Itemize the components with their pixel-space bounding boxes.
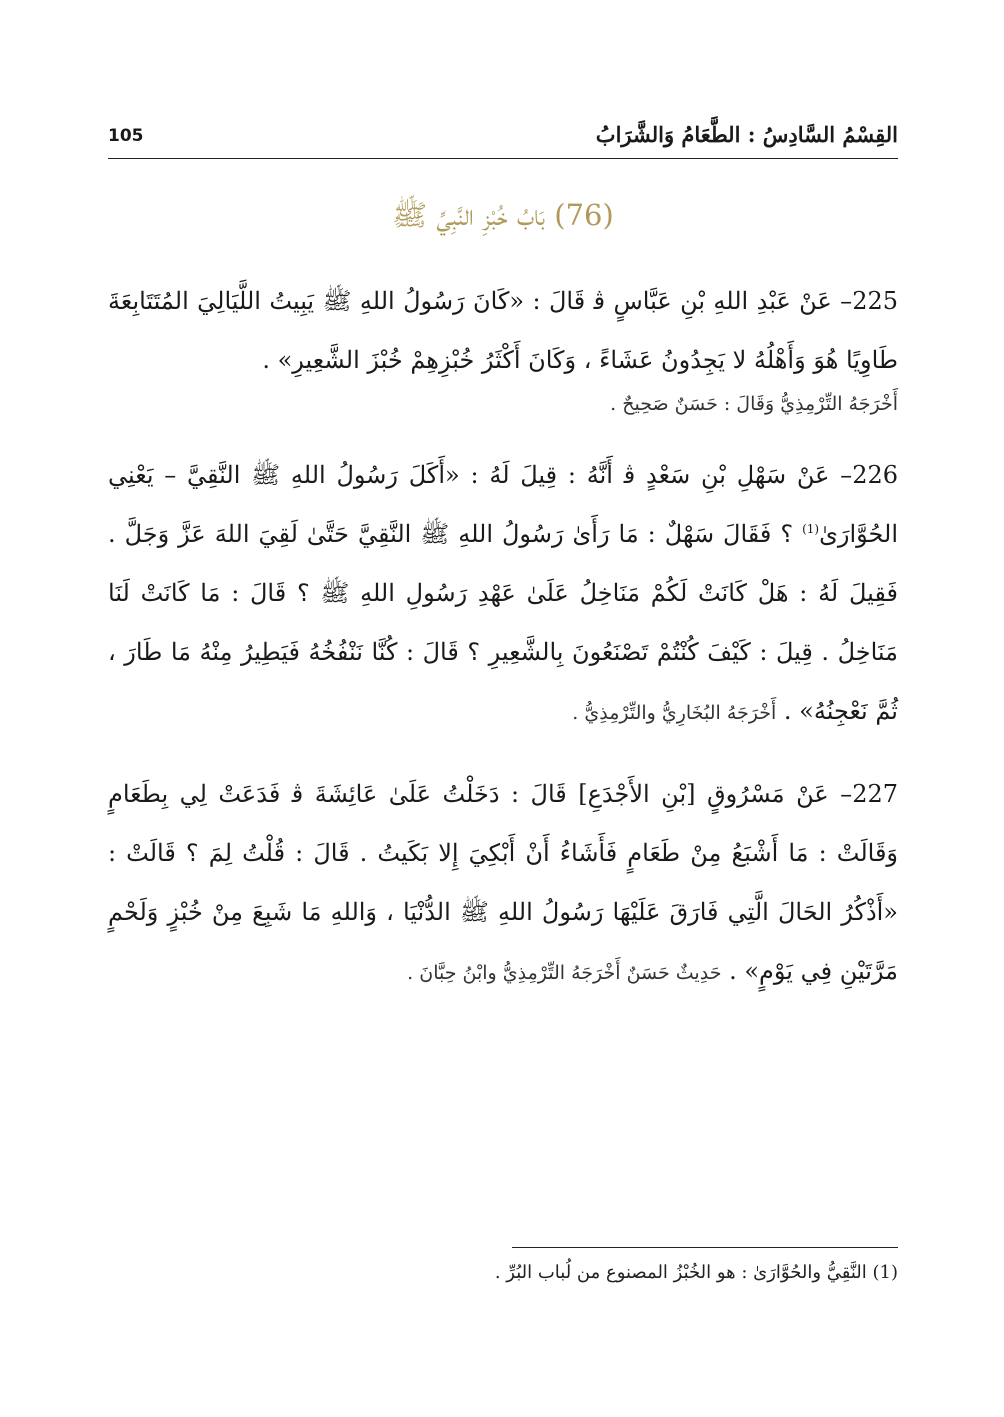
hadith-text-body: 225– عَنْ عَبْدِ اللهِ بْنِ عَبَّاسٍ ﭬ قَالَ : «كَانَ رَسُولُ اللهِ ﷺ يَبِيتُ اللَّيَالِيَ المُتَتَابِعَةَ طَاوِيًا هُوَ وَأَهْلُهُ لا يَجِدُونُ عَشَاءً ، وَكَانَ أَكْثَرُ خُبْزِهِمْ خُبْزَ الشَّعِيرِ» . <box>108 287 898 374</box>
hadith-text-body: 227– عَنْ مَسْرُوقٍ [بْنِ الأَجْدَعِ] قَالَ : دَخَلْتُ عَلَىٰ عَائِشَةَ ﭬ فَدَعَتْ لِي بِطَعَامٍ وَقَالَتْ : مَا أَشْبَعُ مِنْ طَعَامٍ فَأَشَاءُ أَنْ أَبْكِيَ إِلا بَكَيتُ . قَالَ : قُلْتُ لِمَ ؟ قَالَتْ : «أَذْكُرُ الحَالَ الَّتِي فَارَقَ عَلَيْهَا رَسُولُ اللهِ ﷺ الدُّنْيَا ، وَاللهِ مَا شَبِعَ مِنْ خُبْزٍ وَلَحْمٍ مَرَّتَيْنِ فِي يَوْمٍ» . <box>108 780 899 985</box>
hadith-226 <box>108 446 898 743</box>
page-header <box>108 118 898 159</box>
page-body <box>108 272 898 1025</box>
footnote-divider <box>512 1247 898 1248</box>
chapter-title: (76) بَابُ خُبْزِ النَّبِيِّ ﷺ <box>392 198 614 232</box>
hadith-source: أَخْرَجَهُ البُخَارِيُّ والتِّرْمِذِيُّ . <box>572 702 777 724</box>
hadith-source: أَخْرَجَهُ التِّرْمِذِيُّ وَقَالَ : حَسَنٌ صَحِيحٌ . <box>610 393 898 415</box>
footnote: (1) النَّقِيُّ والحُوَّارَىٰ : هو الخُبْزُ المصنوع من لُباب البُرِّ . <box>494 1262 898 1283</box>
hadith-227 <box>108 765 898 1003</box>
footnote-reference[interactable]: (1) <box>802 522 820 536</box>
hadith-225 <box>108 272 898 424</box>
hadith-text <box>108 765 898 1003</box>
hadith-text <box>108 272 898 390</box>
hadith-text-body: ؟ فَقَالَ سَهْلٌ : مَا رَأَىٰ رَسُولُ اللهِ ﷺ النَّقِيَّ حَتَّىٰ لَقِيَ اللهَ عَزَّ وَجَلَّ . فَقِيلَ لَهُ : هَلْ كَانَتْ لَكُمْ مَنَاخِلُ عَلَىٰ عَهْدِ رَسُولِ اللهِ ﷺ ؟ قَالَ : مَا كَانَتْ لَنَا مَنَاخِلُ . قِيلَ : كَيْفَ كُنْتُمْ تَصْنَعُونَ بِالشَّعِيرِ ؟ قَالَ : كُنَّا نَنْفُخُهُ فَيَطِيرُ مِنْهُ مَا طَارَ ، ثُمَّ نَعْجِنُهُ» . <box>108 520 898 725</box>
page-number: 105 <box>108 126 144 146</box>
hadith-text <box>108 446 898 743</box>
hadith-source: حَدِيثٌ حَسَنٌ أَخْرَجَهُ التِّرْمِذِيُّ وابْنُ حِبَّانَ . <box>407 962 722 984</box>
section-title: القِسْمُ السَّادِسُ : الطَّعَامُ وَالشَّرَابُ <box>595 122 898 147</box>
hadith-text-body: 226– عَنْ سَهْلِ بْنِ سَعْدٍ ﭬ أَنَّهُ : قِيلَ لَهُ : «أَكَلَ رَسُولُ اللهِ ﷺ النَّقِيَّ – يَعْنِي الحُوَّارَىٰ <box>108 461 898 548</box>
